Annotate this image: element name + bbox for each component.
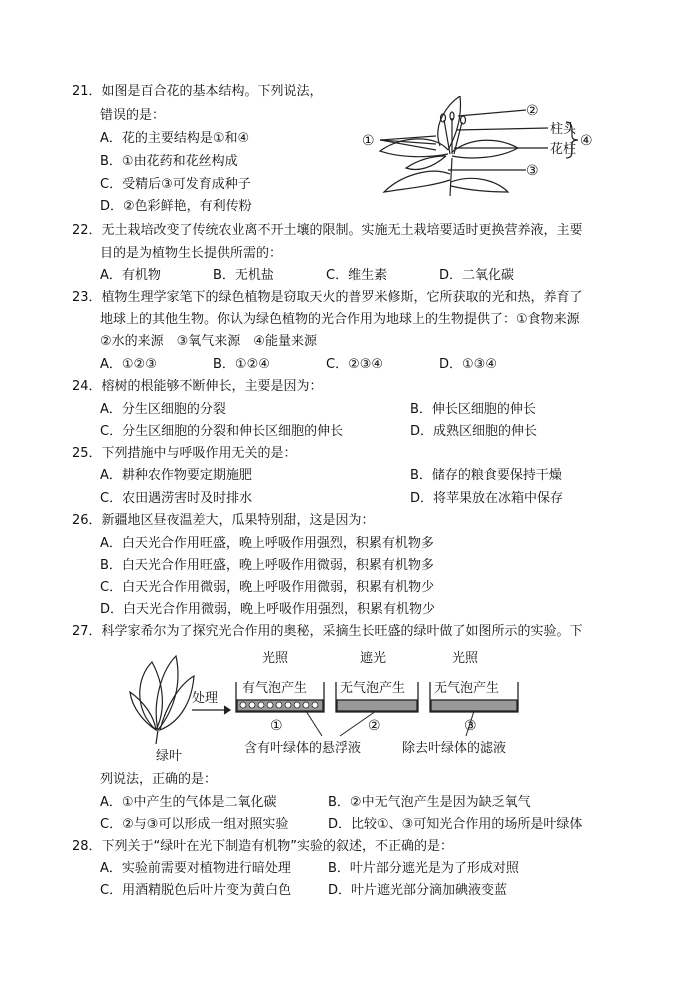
q24-option-d: D．成熟区细胞的伸长	[410, 424, 538, 439]
q26-option-a: A．白天光合作用旺盛，晚上呼吸作用强烈，积累有机物多	[100, 536, 434, 551]
q27-option-b: B．②中无气泡产生是因为缺乏氧气	[328, 795, 531, 810]
q23-option-a: A．①②③	[100, 357, 157, 372]
tank2-num: ②	[368, 718, 381, 734]
q22-option-c: C．维生素	[326, 268, 388, 283]
q25-option-a: A．耕种农作物要定期施肥	[100, 468, 252, 483]
q24-option-c: C．分生区细胞的分裂和伸长区细胞的伸长	[100, 424, 344, 439]
tank3-top: 光照	[452, 651, 479, 666]
lily-label-2: ②	[526, 103, 539, 119]
hill-experiment-figure	[126, 648, 546, 764]
q28-stem: 28．下列关于“绿叶在光下制造有机物”实验的叙述，不正确的是：	[72, 839, 454, 854]
q26-option-d: D．白天光合作用微弱，晚上呼吸作用强烈，积累有机物少	[100, 602, 436, 617]
tank2-top: 遮光	[360, 651, 387, 666]
q28-option-b: B．叶片部分遮光是为了形成对照	[328, 861, 519, 876]
q23-option-d: D．①③④	[439, 357, 497, 372]
lily-label-4: ④	[580, 133, 593, 149]
lily-label-huazhu: 花柱	[550, 142, 577, 157]
q27-stem: 27．科学家希尔为了探究光合作用的奥秘，采摘生长旺盛的绿叶做了如图所示的实验。下	[72, 624, 583, 639]
q27-option-a: A．①中产生的气体是二氧化碳	[100, 795, 277, 810]
q22-stem-2: 目的是为植物生长提供所需的：	[100, 246, 283, 261]
q24-stem: 24．榕树的根能够不断伸长，主要是因为：	[72, 379, 323, 394]
q26-option-c: C．白天光合作用微弱，晚上呼吸作用微弱，积累有机物少	[100, 580, 435, 595]
q23-stem-3: ②水的来源 ③氧气来源 ④能量来源	[100, 334, 317, 349]
tank1-top: 光照	[262, 651, 289, 666]
q25-option-c: C．农田遇涝害时及时排水	[100, 491, 253, 506]
q22-option-a: A．有机物	[100, 268, 161, 283]
q22-option-b: B．无机盐	[213, 268, 274, 283]
q28-option-d: D．叶片遮光部分滴加碘液变蓝	[328, 883, 508, 898]
tank2-text: 无气泡产生	[340, 681, 406, 696]
q23-stem: 23．植物生理学家笔下的绿色植物是窃取天火的普罗米修斯，它所获取的光和热，养育了	[72, 290, 583, 305]
q25-stem: 25．下列措施中与呼吸作用无关的是：	[72, 446, 297, 461]
leaf-label: 绿叶	[156, 749, 183, 764]
q21-option-a: A．花的主要结构是①和④	[100, 131, 250, 146]
tank1-num: ①	[270, 718, 283, 734]
tank1-text: 有气泡产生	[242, 681, 308, 696]
q26-option-b: B．白天光合作用旺盛，晚上呼吸作用微弱，积累有机物多	[100, 558, 434, 573]
lily-label-zhutou: 柱头	[550, 122, 577, 137]
q23-stem-2: 地球上的其他生物。你认为绿色植物的光合作用为地球上的生物提供了：①食物来源	[100, 312, 580, 327]
q21-stem: 21．如图是百合花的基本结构。下列说法，	[72, 84, 323, 99]
q21-stem-2: 错误的是：	[100, 108, 166, 123]
q22-stem: 22．无土栽培改变了传统农业离不开土壤的限制。实施无土栽培要适时更换营养液，主要	[72, 223, 583, 238]
caption-suspension: 含有叶绿体的悬浮液	[244, 741, 362, 756]
q25-option-b: B．储存的粮食要保持干燥	[410, 468, 562, 483]
q21-option-d: D．②色彩鲜艳，有利传粉	[100, 199, 252, 214]
q28-option-c: C．用酒精脱色后叶片变为黄白色	[100, 883, 292, 898]
lily-flower-figure	[340, 96, 610, 200]
q23-option-b: B．①②④	[213, 357, 270, 372]
lily-label-3: ③	[526, 163, 539, 179]
q24-option-a: A．分生区细胞的分裂	[100, 402, 226, 417]
lily-label-1: ①	[362, 133, 375, 149]
q25-option-d: D．将苹果放在冰箱中保存	[410, 491, 564, 506]
q26-stem: 26．新疆地区昼夜温差大，瓜果特别甜，这是因为：	[72, 513, 375, 528]
q24-option-b: B．伸长区细胞的伸长	[410, 402, 536, 417]
q27-option-c: C．②与③可以形成一组对照实验	[100, 817, 289, 832]
q22-option-d: D．二氧化碳	[439, 268, 515, 283]
q28-option-a: A．实验前需要对植物进行暗处理	[100, 861, 291, 876]
caption-filtrate: 除去叶绿体的滤液	[402, 741, 507, 756]
q27-stem-2: 列说法，正确的是：	[100, 772, 218, 787]
q27-option-d: D．比较①、③可知光合作用的场所是叶绿体	[328, 817, 583, 832]
process-label: 处理	[192, 691, 219, 706]
tank3-text: 无气泡产生	[434, 681, 500, 696]
q21-option-b: B．①由花药和花丝构成	[100, 154, 238, 169]
q23-option-c: C．②③④	[326, 357, 384, 372]
q21-option-c: C．受精后③可发育成种子	[100, 177, 251, 192]
tank3-num: ③	[464, 718, 477, 734]
